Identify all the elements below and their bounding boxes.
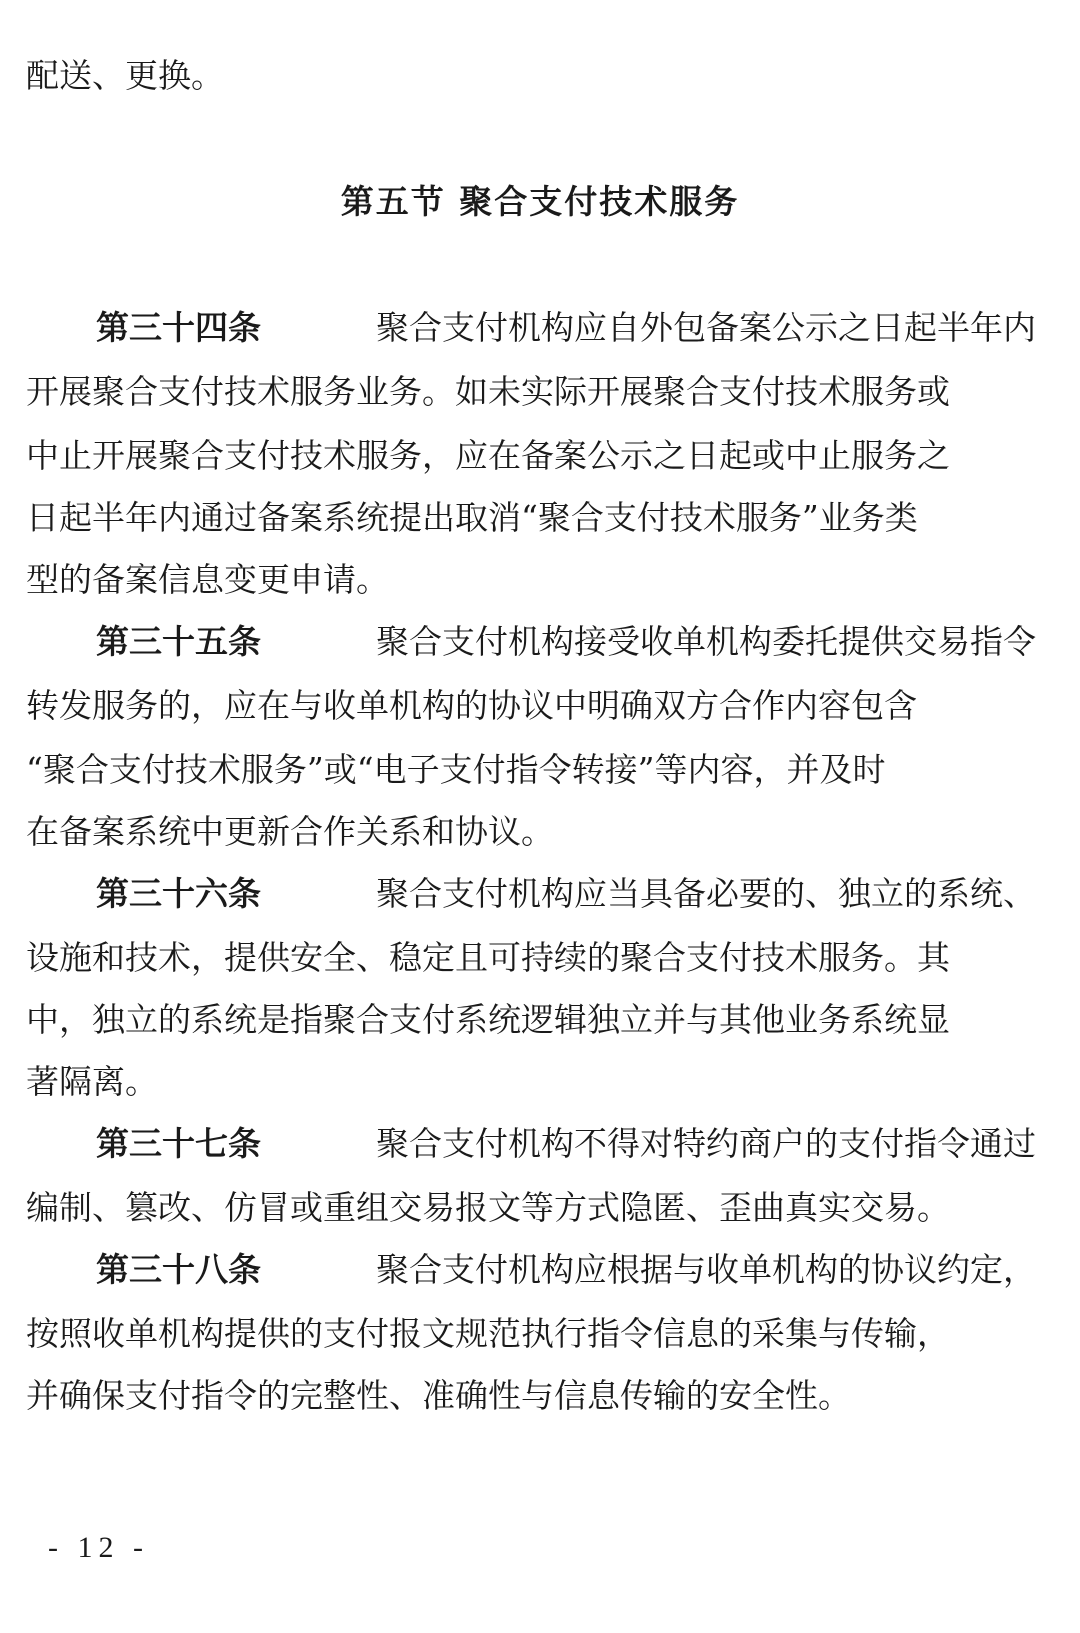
article-36-text-line: 著隔离。 <box>26 1062 158 1101</box>
article-35-first-line <box>96 622 1036 662</box>
article-35-text-line: 在备案系统中更新合作关系和协议。 <box>26 812 554 851</box>
article-38-text-line: 聚合支付机构应根据与收单机构的协议约定， <box>376 1250 1036 1289</box>
article-35-text-line: 转发服务的，应在与收单机构的协议中明确双方合作内容包含 <box>26 686 917 725</box>
article-36-text-line: 设施和技术，提供安全、稳定且可持续的聚合支付技术服务。其 <box>26 938 950 977</box>
article-38-label: 第三十八条 <box>96 1250 261 1289</box>
article-37-text-line: 编制、篡改、仿冒或重组交易报文等方式隐匿、歪曲真实交易。 <box>26 1188 950 1227</box>
article-37-label: 第三十七条 <box>96 1124 261 1163</box>
article-37-first-line <box>96 1124 1036 1164</box>
article-38-first-line <box>96 1250 1036 1290</box>
article-38-text-line: 按照收单机构提供的支付报文规范执行指令信息的采集与传输， <box>26 1314 950 1353</box>
article-34-first-line <box>96 308 1036 348</box>
section-heading: 第五节 聚合支付技术服务 <box>340 182 740 221</box>
article-34-text-line: 聚合支付机构应自外包备案公示之日起半年内 <box>376 308 1036 347</box>
article-34-text-line: 日起半年内通过备案系统提出取消“聚合支付技术服务”业务类 <box>26 498 918 537</box>
article-36-text-line: 中，独立的系统是指聚合支付系统逻辑独立并与其他业务系统显 <box>26 1000 950 1039</box>
article-34-label: 第三十四条 <box>96 308 261 347</box>
article-38-text-line: 并确保支付指令的完整性、准确性与信息传输的安全性。 <box>26 1376 851 1415</box>
article-36-label: 第三十六条 <box>96 874 261 913</box>
article-34-text-line: 型的备案信息变更申请。 <box>26 560 389 599</box>
article-36-first-line <box>96 874 1036 914</box>
article-36-text-line: 聚合支付机构应当具备必要的、独立的系统、 <box>376 874 1036 913</box>
article-35-label: 第三十五条 <box>96 622 261 661</box>
intro-line: 配送、更换。 <box>26 56 224 95</box>
article-37-text-line: 聚合支付机构不得对特约商户的支付指令通过 <box>376 1124 1036 1163</box>
article-34-text-line: 中止开展聚合支付技术服务，应在备案公示之日起或中止服务之 <box>26 436 950 475</box>
article-35-text-line: “聚合支付技术服务”或“电子支付指令转接”等内容，并及时 <box>26 750 886 789</box>
article-35-text-line: 聚合支付机构接受收单机构委托提供交易指令 <box>376 622 1036 661</box>
page-number: - 12 - <box>48 1531 149 1564</box>
article-34-text-line: 开展聚合支付技术服务业务。如未实际开展聚合支付技术服务或 <box>26 372 950 411</box>
